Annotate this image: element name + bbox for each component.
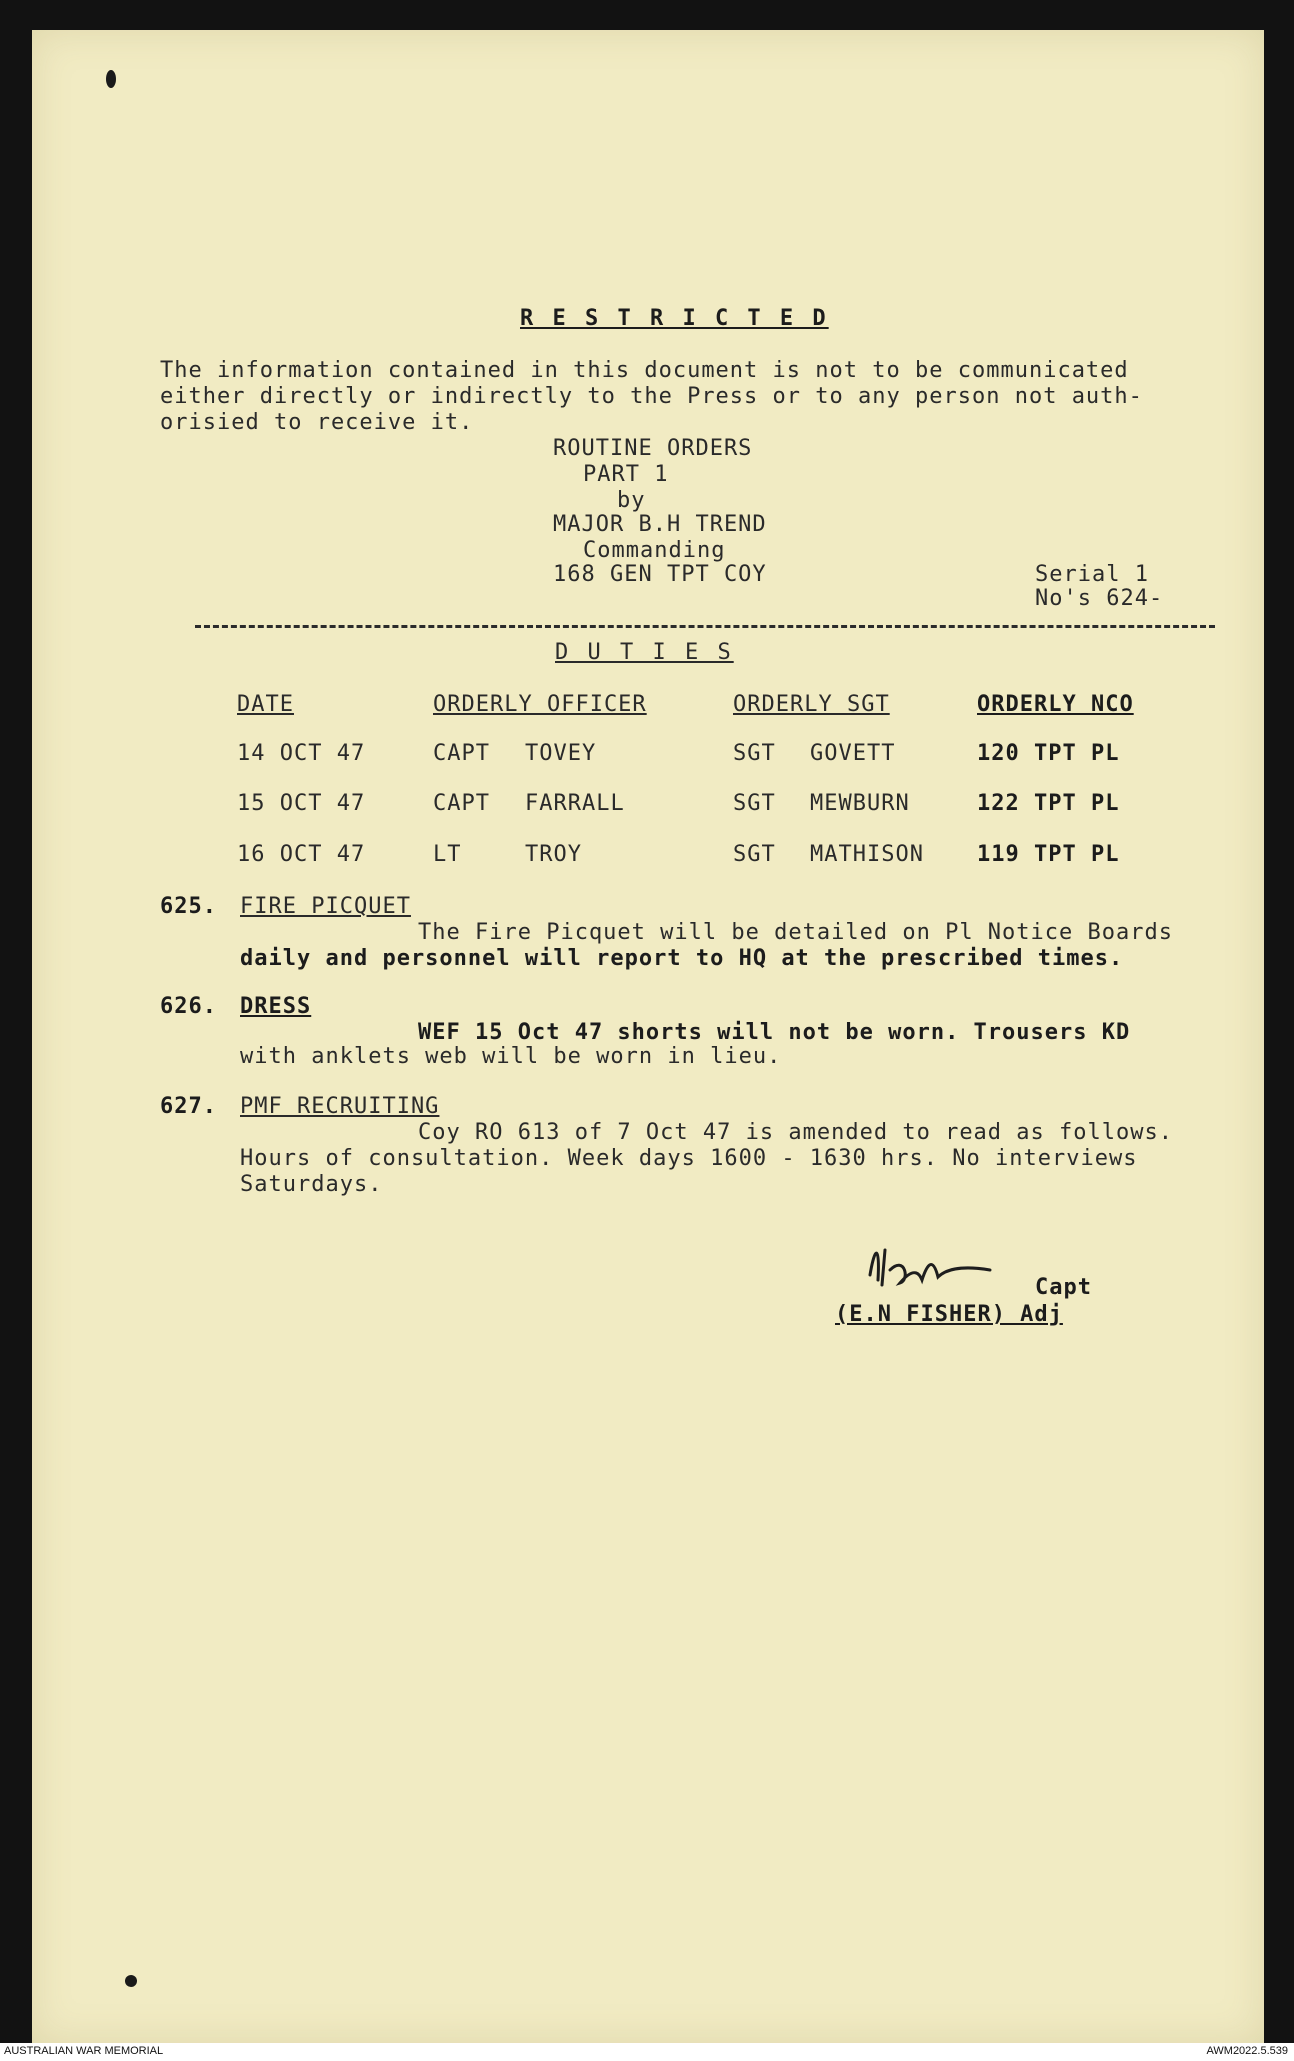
- duty-sgt-rank: SGT: [733, 741, 776, 766]
- serial-nos: No's 624-: [1035, 586, 1164, 611]
- duty-officer-rank: CAPT: [433, 791, 490, 816]
- duty-date: 14 OCT 47: [237, 741, 366, 766]
- order-text-line: daily and personnel will report to HQ at the prescribed times.: [240, 946, 1124, 971]
- order-text-line: Hours of consultation. Week days 1600 - 1630 hrs. No interviews: [240, 1146, 1138, 1171]
- restriction-notice-line: either directly or indirectly to the Press or to any person not auth-: [160, 384, 1143, 409]
- footer-institution: AUSTRALIAN WAR MEMORIAL: [4, 2045, 164, 2057]
- duty-sgt-name: MATHISON: [810, 842, 924, 867]
- divider-line: [195, 625, 1215, 628]
- restriction-notice-line: orisied to receive it.: [160, 410, 474, 435]
- duty-officer-name: FARRALL: [525, 791, 625, 816]
- order-title: FIRE PICQUET: [240, 894, 411, 919]
- order-title: DRESS: [240, 994, 312, 1019]
- duty-officer-rank: CAPT: [433, 741, 490, 766]
- order-title: PMF RECRUITING: [240, 1094, 440, 1119]
- header-by: by: [617, 488, 646, 513]
- restriction-notice-line: The information contained in this document is not to be communicated: [160, 358, 1129, 383]
- duty-sgt-name: MEWBURN: [810, 791, 910, 816]
- column-header-date: DATE: [237, 692, 294, 717]
- order-text-line: WEF 15 Oct 47 shorts will not be worn. Trousers KD: [418, 1020, 1131, 1045]
- duty-nco: 122 TPT PL: [977, 791, 1120, 816]
- classification-heading: R E S T R I C T E D: [520, 306, 829, 331]
- duty-nco: 119 TPT PL: [977, 842, 1120, 867]
- duty-sgt-rank: SGT: [733, 791, 776, 816]
- duty-officer-name: TROY: [525, 842, 582, 867]
- punch-hole: [125, 1975, 137, 1987]
- header-part: PART 1: [583, 462, 669, 487]
- column-header-orderly-officer: ORDERLY OFFICER: [433, 692, 647, 717]
- header-commander: MAJOR B.H TREND: [553, 512, 767, 537]
- order-number: 626.: [160, 994, 217, 1019]
- signature-rank: Capt: [1035, 1275, 1092, 1300]
- column-header-orderly-nco: ORDERLY NCO: [977, 692, 1134, 717]
- footer-accession-number: AWM2022.5.539: [1206, 2045, 1288, 2057]
- serial-label: Serial 1: [1035, 562, 1149, 587]
- duty-date: 16 OCT 47: [237, 842, 366, 867]
- order-text-line: with anklets web will be worn in lieu.: [240, 1044, 782, 1069]
- duty-officer-name: TOVEY: [525, 741, 597, 766]
- order-number: 627.: [160, 1094, 217, 1119]
- header-routine-orders: ROUTINE ORDERS: [553, 436, 753, 461]
- order-text-line: Coy RO 613 of 7 Oct 47 is amended to read as follows.: [418, 1120, 1173, 1145]
- signature-name: (E.N FISHER) Adj: [835, 1302, 1063, 1327]
- duty-sgt-rank: SGT: [733, 842, 776, 867]
- duty-sgt-name: GOVETT: [810, 741, 896, 766]
- duties-heading: D U T I E S: [555, 640, 734, 665]
- punch-hole: [106, 70, 116, 88]
- order-text-line: Saturdays.: [240, 1172, 383, 1197]
- header-unit: 168 GEN TPT COY: [553, 562, 767, 587]
- order-text-line: The Fire Picquet will be detailed on Pl Notice Boards: [418, 920, 1173, 945]
- duty-date: 15 OCT 47: [237, 791, 366, 816]
- archive-footer: [0, 2043, 1294, 2061]
- order-number: 625.: [160, 894, 217, 919]
- header-commanding: Commanding: [583, 538, 726, 563]
- duty-nco: 120 TPT PL: [977, 741, 1120, 766]
- duty-officer-rank: LT: [433, 842, 462, 867]
- column-header-orderly-sgt: ORDERLY SGT: [733, 692, 890, 717]
